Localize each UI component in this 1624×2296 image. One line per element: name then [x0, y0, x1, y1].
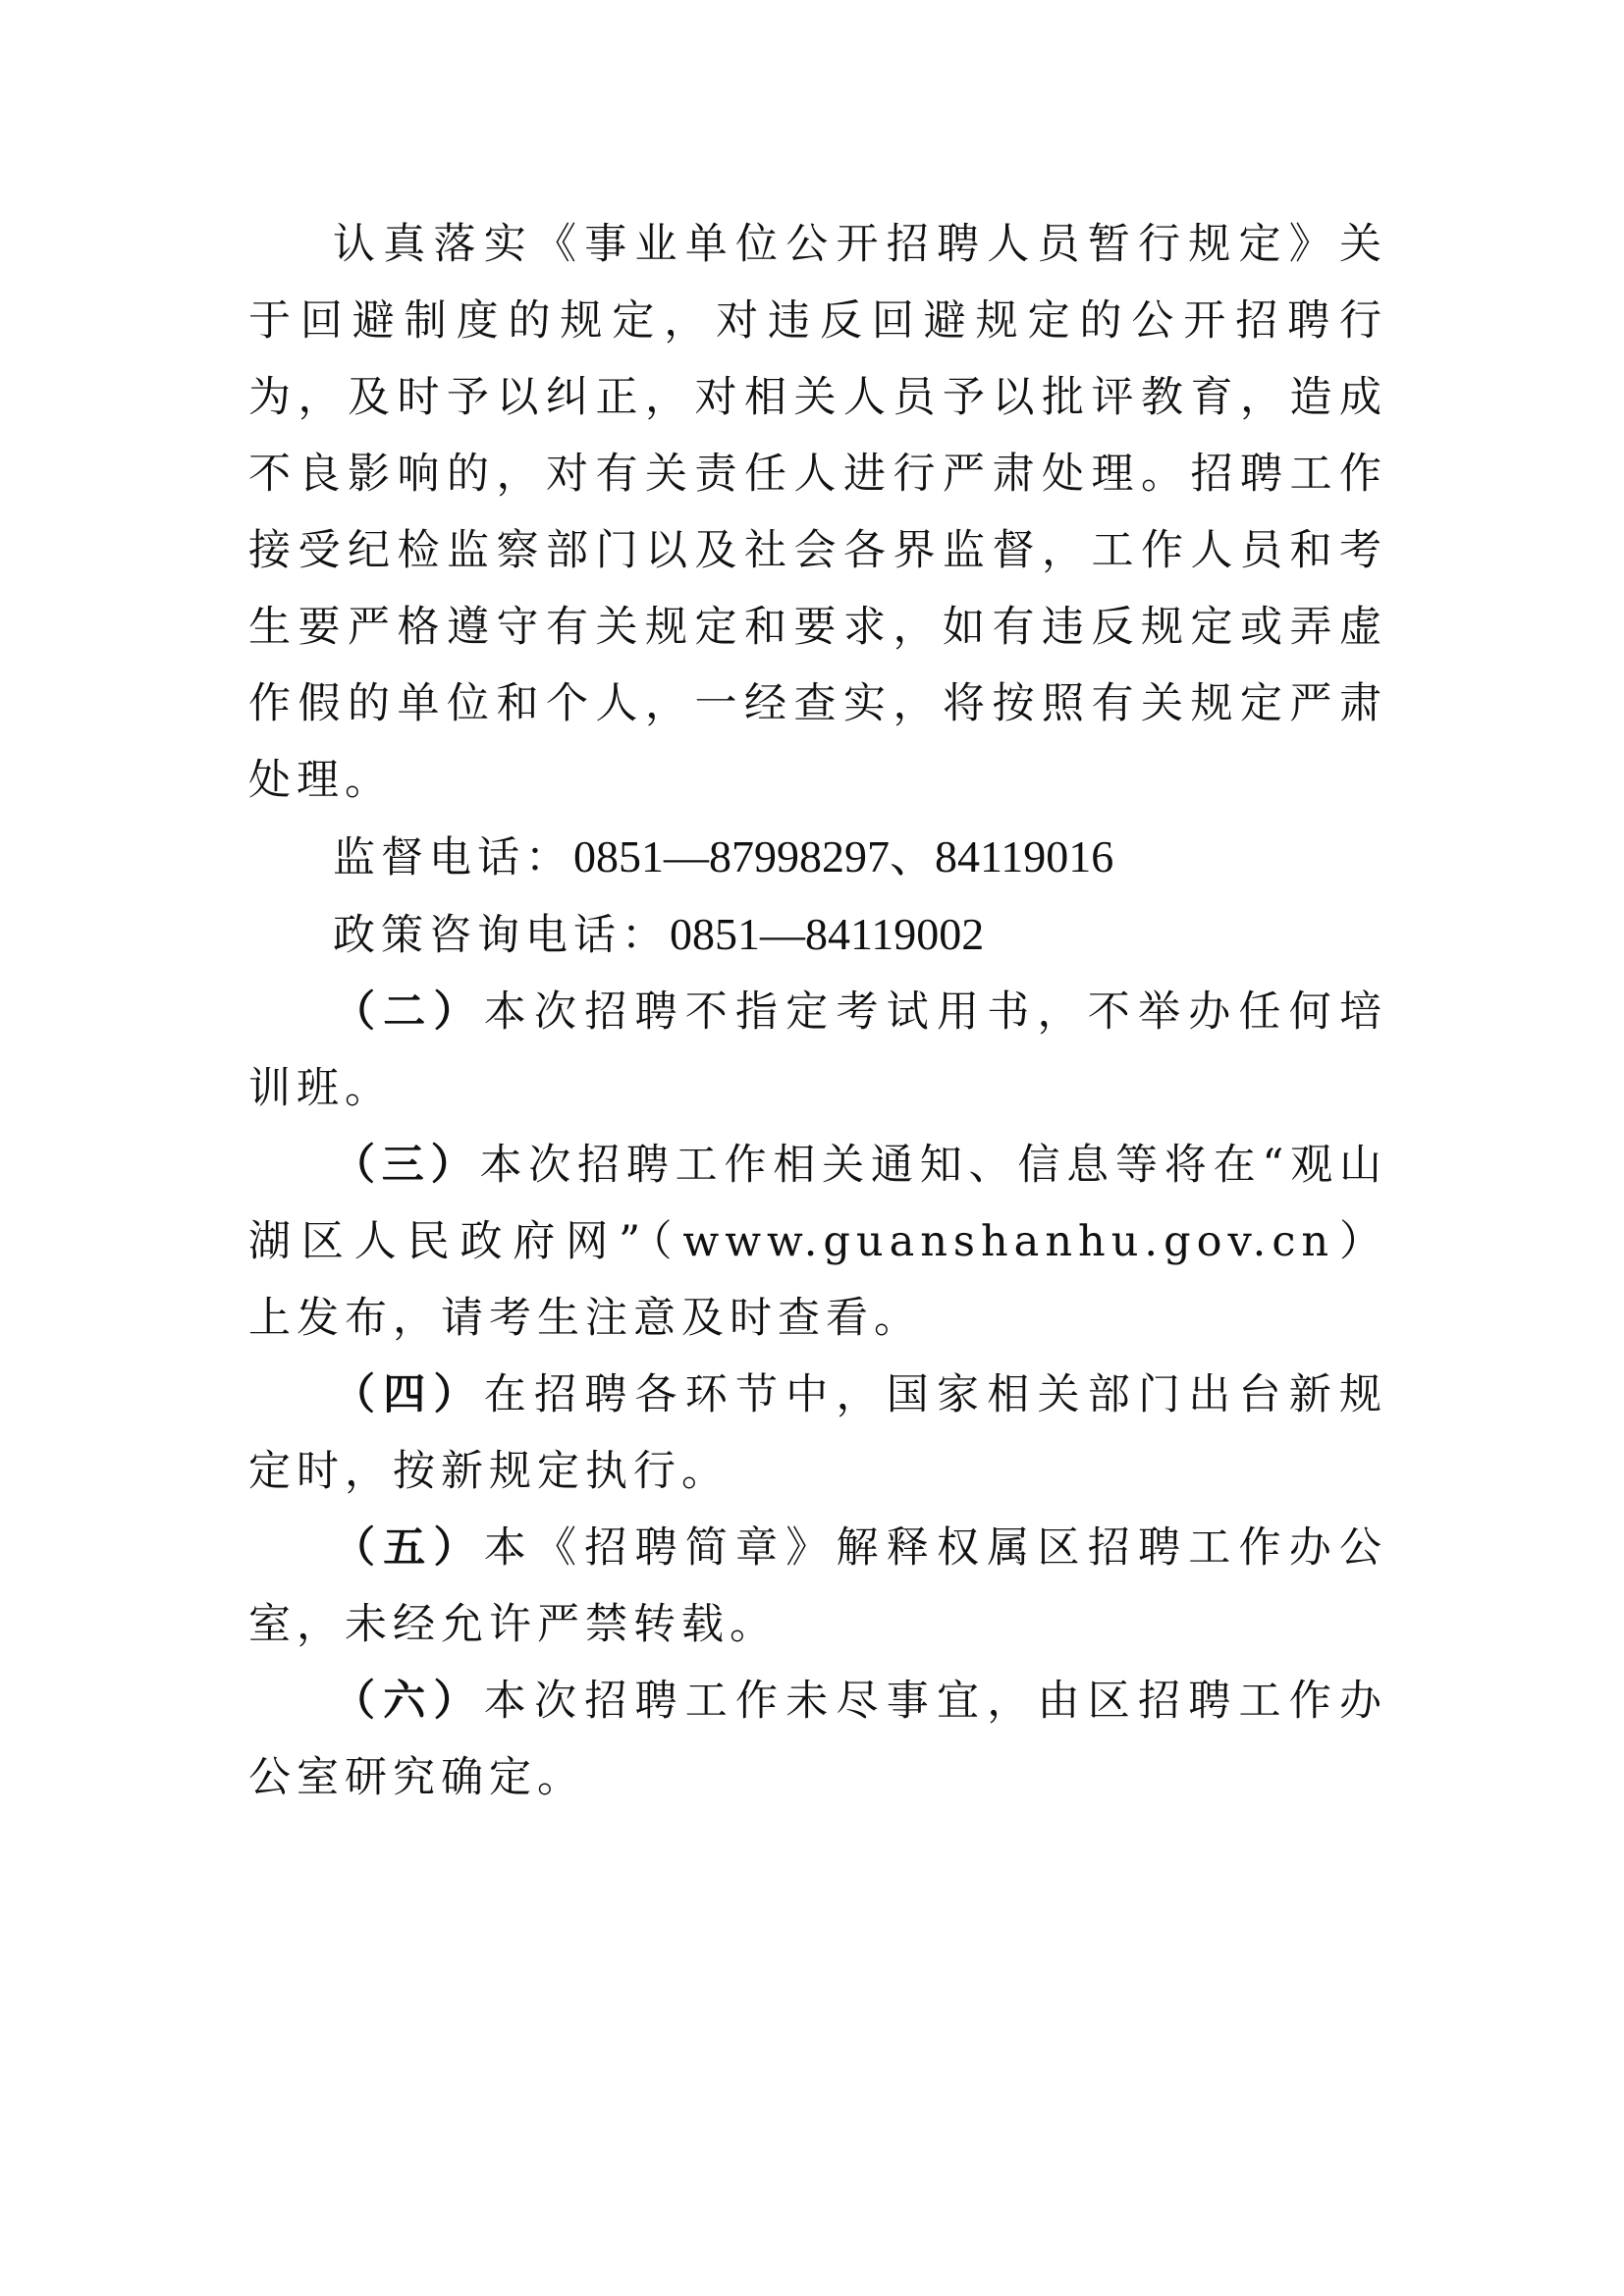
item-number: （二）	[333, 988, 484, 1037]
paragraph-text: 本《招聘简章》解释权属区招聘工作办公室，未经允许严禁转载。	[248, 1523, 1387, 1649]
paragraph-avoidance-rules	[248, 206, 1387, 819]
paragraph-item-6	[248, 1663, 1387, 1816]
document-body	[248, 206, 1387, 1816]
paragraph-item-4	[248, 1357, 1387, 1510]
paragraph-supervision-phone	[248, 819, 1387, 896]
paragraph-text: 认真落实《事业单位公开招聘人员暂行规定》关于回避制度的规定，对违反回避规定的公开招聘行为，及时予以纠正，对相关人员予以批评教育，造成不良影响的，对有关责任人进行严肃处理。招聘工作接受纪检监察部门以及社会各界监督，工作人员和考生要严格遵守有关规定和要求，如有违反规定或弄虚作假的单位和个人，一经查实，将按照有关规定严肃处理。	[248, 220, 1387, 805]
paragraph-item-3	[248, 1127, 1387, 1357]
item-number: （四）	[333, 1370, 484, 1419]
policy-phone-number: 0851—84119002	[670, 909, 985, 959]
paragraph-text: 本次招聘不指定考试用书，不举办任何培训班。	[248, 988, 1387, 1113]
paragraph-policy-phone	[248, 896, 1387, 974]
supervision-phone-label: 监督电话：	[333, 833, 573, 882]
paragraph-text: 在招聘各环节中，国家相关部门出台新规定时，按新规定执行。	[248, 1370, 1387, 1496]
policy-phone-label: 政策咨询电话：	[333, 911, 670, 960]
item-number: （三）	[333, 1141, 480, 1190]
item-number: （五）	[333, 1523, 484, 1573]
paragraph-text: 本次招聘工作相关通知、信息等将在“观山湖区人民政府网”（www.guanshanhu.gov.cn）上发布，请考生注意及时查看。	[248, 1141, 1388, 1343]
paragraph-item-5	[248, 1510, 1387, 1663]
paragraph-item-2	[248, 974, 1387, 1127]
item-number: （六）	[333, 1677, 484, 1726]
supervision-phone-number: 0851—87998297、84119016	[573, 831, 1114, 881]
paragraph-text: 本次招聘工作未尽事宜，由区招聘工作办公室研究确定。	[248, 1677, 1387, 1802]
